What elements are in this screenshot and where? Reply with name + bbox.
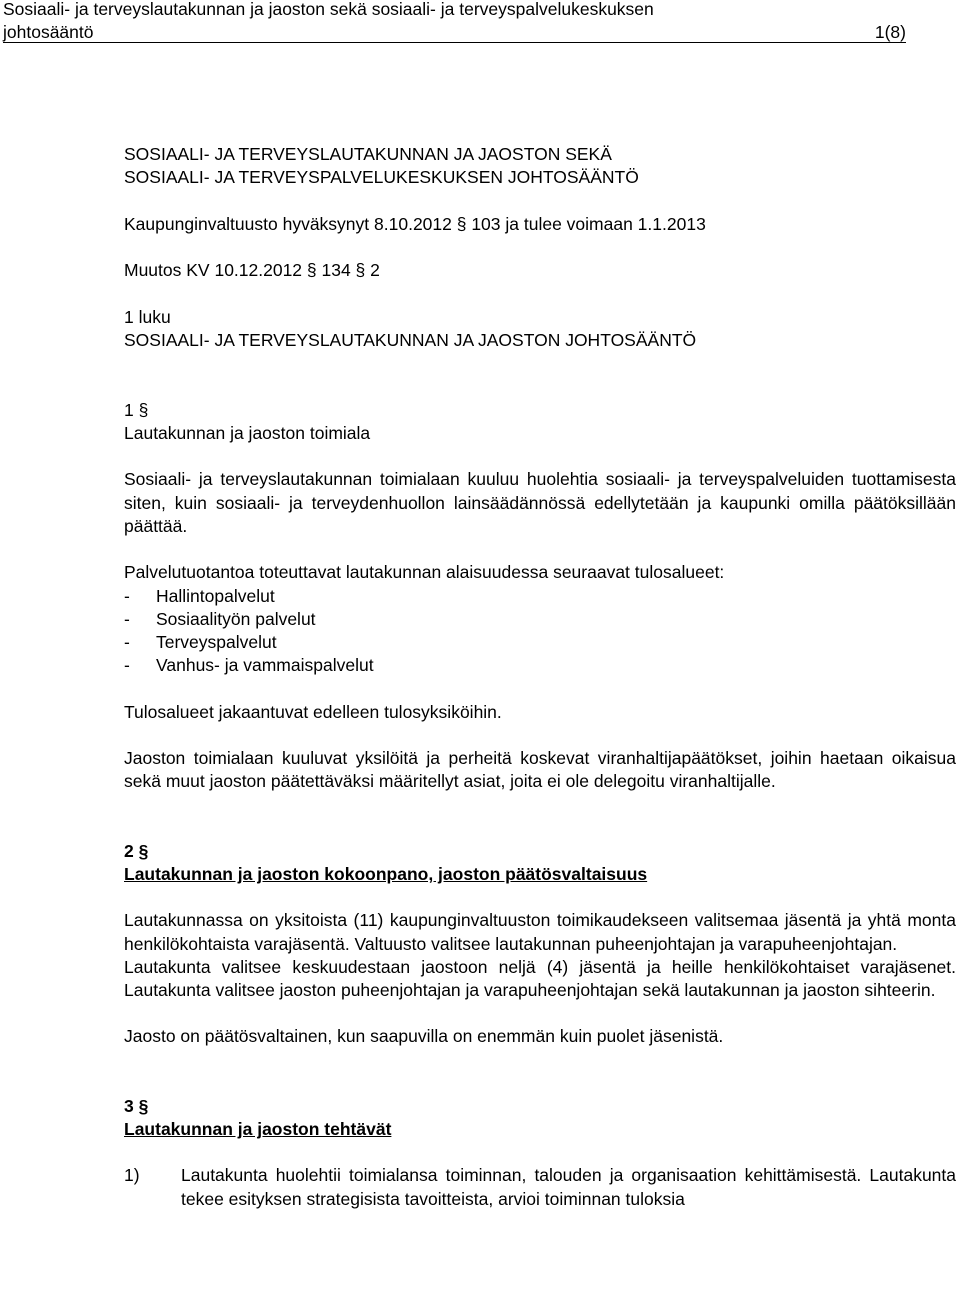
section-1-title: Lautakunnan ja jaoston toimiala — [124, 423, 371, 444]
section-2-paragraph-2: Lautakunta valitsee keskuudestaan jaostoon neljä (4) jäsentä ja heille henkilökohtaiset varajäsenet. Lautakunta valitsee jaoston puheenjohtajan ja varapuheenjohtajan sekä lautakunnan ja jaoston sihteerin. — [124, 956, 956, 1001]
header-title-line2: johtosääntö — [3, 22, 94, 42]
section-1-paragraph-3: Tulosalueet jakaantuvat edelleen tulosyksiköihin. — [124, 701, 502, 722]
item-number: 1) — [124, 1165, 140, 1186]
section-1-number: 1 § — [124, 399, 149, 420]
tulosalueet-list — [124, 585, 956, 678]
list-item: - Vanhus- ja vammaispalvelut — [124, 655, 374, 676]
header-rule — [3, 42, 906, 43]
list-item — [124, 1164, 956, 1211]
chapter-number: 1 luku — [124, 307, 171, 328]
page-number: 1(8) — [874, 22, 906, 42]
section-3-number: 3 § — [124, 1095, 149, 1116]
section-2-number: 2 § — [124, 840, 149, 861]
section-1-paragraph-1: Sosiaali- ja terveyslautakunnan toimialaan kuuluu huolehtia sosiaali- ja terveyspalveluiden tuottamisesta siten, kuin sosiaali- ja terveydenhuollon lainsäädännössä edellytetään ja kaupunki omilla päätöksillään päättää. — [124, 469, 956, 536]
section-1-paragraph-4: Jaoston toimialaan kuuluvat yksilöitä ja perheitä koskevat viranhaltijapäätökset, joihin haetaan oikaisua sekä muut jaoston päätettäväksi määritellyt asiat, joita ei ole delegoitu viranhaltijalle. — [124, 748, 956, 792]
document-body — [124, 143, 956, 1211]
document-title-line1: SOSIAALI- JA TERVEYSLAUTAKUNNAN JA JAOSTON SEKÄ — [124, 144, 612, 164]
section-2-paragraph-3: Jaosto on päätösvaltainen, kun saapuvilla on enemmän kuin puolet jäsenistä. — [124, 1026, 724, 1047]
chapter-title: SOSIAALI- JA TERVEYSLAUTAKUNNAN JA JAOSTON JOHTOSÄÄNTÖ — [124, 330, 697, 351]
list-item: - Terveyspalvelut — [124, 632, 277, 653]
section-3-title: Lautakunnan ja jaoston tehtävät — [124, 1119, 392, 1140]
header-title-line1: Sosiaali- ja terveyslautakunnan ja jaoston sekä sosiaali- ja terveyspalvelukeskuksen — [3, 0, 654, 19]
item-text: Lautakunta huolehtii toimialansa toiminnan, talouden ja organisaation kehittämisestä. Lautakunta tekee esityksen strategisista tavoitteista, arvioi toiminnan tuloksia — [181, 1165, 956, 1209]
document-title-line2: SOSIAALI- JA TERVEYSPALVELUKESKUKSEN JOHTOSÄÄNTÖ — [124, 167, 639, 188]
section-1-paragraph-2: Palvelutuotantoa toteuttavat lautakunnan alaisuudessa seuraavat tulosalueet: — [124, 562, 725, 583]
approval-note: Kaupunginvaltuusto hyväksynyt 8.10.2012 § 103 ja tulee voimaan 1.1.2013 — [124, 213, 706, 234]
list-item: - Sosiaalityön palvelut — [124, 608, 316, 629]
section-2-title: Lautakunnan ja jaoston kokoonpano, jaoston päätösvaltaisuus — [124, 863, 648, 884]
section-2-paragraph-1: Lautakunnassa on yksitoista (11) kaupunginvaltuuston toimikaudekseen valitsemaa jäsentä ja yhtä monta henkilökohtaista varajäsentä. Valtuusto valitsee lautakunnan puheenjohtajan ja varapuheenjohtajan. — [124, 910, 956, 954]
amendment-note: Muutos KV 10.12.2012 § 134 § 2 — [124, 259, 380, 280]
list-item: - Hallintopalvelut — [124, 585, 275, 606]
